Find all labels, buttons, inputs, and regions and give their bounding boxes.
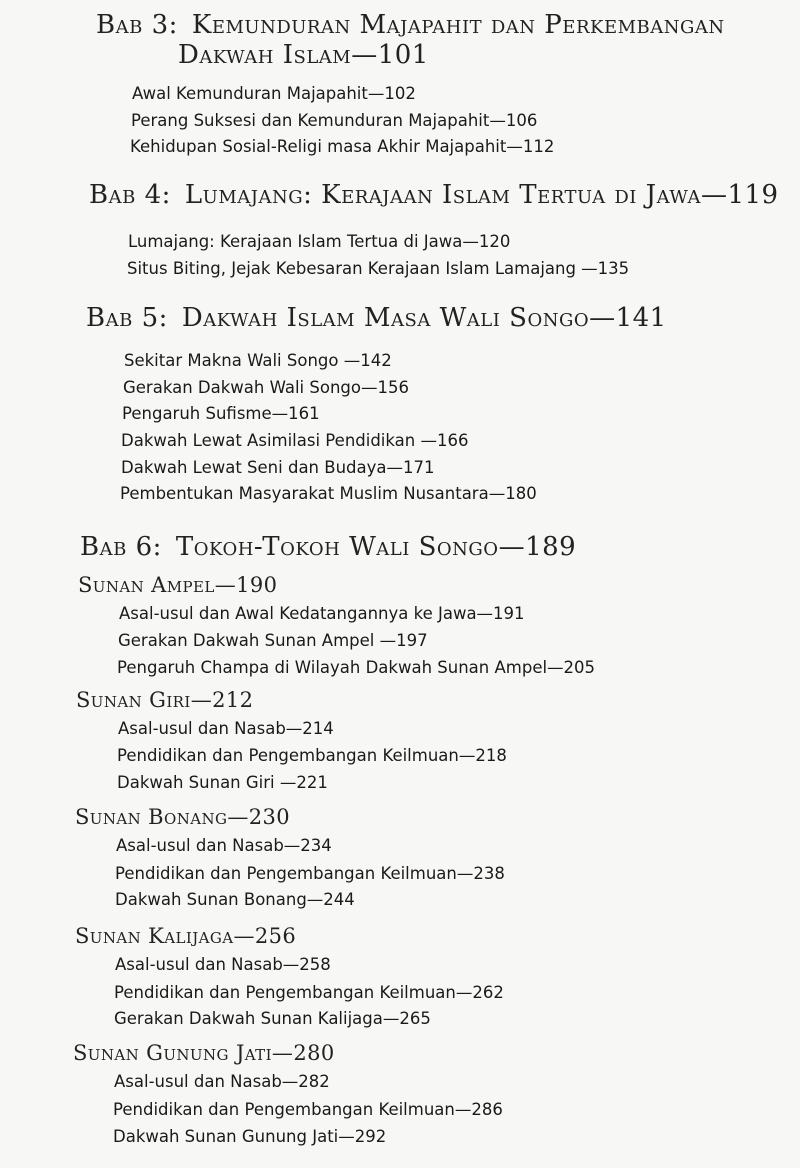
section-item: Pengaruh Champa di Wilayah Dakwah Sunan Ampel—205 [117,658,596,677]
chapter-5-label: Bab 5: [86,303,168,333]
section-item: Asal-usul dan Nasab—258 [115,955,331,974]
chapter-6-title: Tokoh-Tokoh Wali Songo—189 [175,532,577,562]
chapter-6-heading [80,532,576,562]
chapter-4-heading [89,180,779,210]
chapter-4-title: Lumajang: Kerajaan Islam Tertua di Jawa—119 [184,180,779,210]
section-item: Asal-usul dan Nasab—214 [118,719,334,738]
chapter-3-item: Kehidupan Sosial-Religi masa Akhir Majapahit—112 [130,137,555,156]
section-item: Pendidikan dan Pengembangan Keilmuan—262 [114,983,504,1002]
section-item: Asal-usul dan Nasab—282 [114,1072,330,1091]
section-item: Dakwah Sunan Bonang—244 [115,890,355,909]
chapter-3-title-line1: Kemunduran Majapahit dan Perkembangan [191,10,725,40]
section-item: Dakwah Sunan Giri —221 [117,773,328,792]
chapter-5-title: Dakwah Islam Masa Wali Songo—141 [181,303,667,333]
section-item: Pendidikan dan Pengembangan Keilmuan—238 [115,864,505,883]
chapter-5-item: Dakwah Lewat Asimilasi Pendidikan —166 [121,431,469,450]
chapter-3-item: Perang Suksesi dan Kemunduran Majapahit—106 [131,111,538,130]
section-item: Gerakan Dakwah Sunan Kalijaga—265 [114,1009,431,1028]
chapter-4-label: Bab 4: [89,180,171,210]
section-item: Gerakan Dakwah Sunan Ampel —197 [118,631,428,650]
section-item: Pendidikan dan Pengembangan Keilmuan—286 [113,1100,503,1119]
chapter-5-item: Dakwah Lewat Seni dan Budaya—171 [121,458,435,477]
section-sunan-giri-heading: Sunan Giri—212 [76,688,254,712]
section-sunan-ampel-heading: Sunan Ampel—190 [78,573,278,597]
chapter-3-item: Awal Kemunduran Majapahit—102 [132,84,416,103]
section-sunan-gunung-jati-heading: Sunan Gunung Jati—280 [73,1041,335,1065]
section-item: Dakwah Sunan Gunung Jati—292 [113,1127,387,1146]
chapter-6-label: Bab 6: [80,532,162,562]
chapter-5-heading [86,303,667,333]
section-sunan-kalijaga-heading: Sunan Kalijaga—256 [75,924,297,948]
chapter-4-item: Lumajang: Kerajaan Islam Tertua di Jawa—120 [128,232,511,251]
chapter-5-item: Pembentukan Masyarakat Muslim Nusantara—180 [120,484,537,503]
chapter-3-heading [96,10,725,40]
chapter-4-item: Situs Biting, Jejak Kebesaran Kerajaan Islam Lamajang —135 [127,259,630,278]
chapter-3-title-line2: Dakwah Islam—101 [178,40,429,70]
chapter-5-item: Gerakan Dakwah Wali Songo—156 [123,378,409,397]
section-item: Pendidikan dan Pengembangan Keilmuan—218 [117,746,507,765]
chapter-5-item: Pengaruh Sufisme—161 [122,404,320,423]
section-sunan-bonang-heading: Sunan Bonang—230 [75,805,291,829]
section-item: Asal-usul dan Nasab—234 [116,836,332,855]
chapter-3-label: Bab 3: [96,10,178,40]
section-item: Asal-usul dan Awal Kedatangannya ke Jawa—191 [119,604,525,623]
chapter-5-item: Sekitar Makna Wali Songo —142 [124,351,392,370]
